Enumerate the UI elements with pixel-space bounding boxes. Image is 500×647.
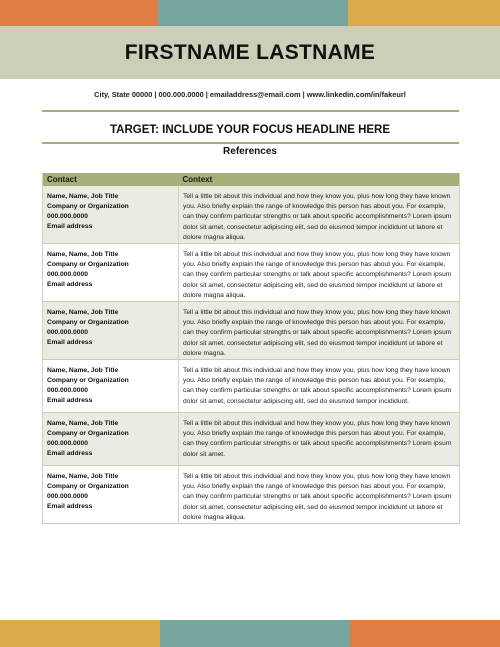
- contact-cell: [43, 186, 179, 244]
- divider-rule-top: [42, 110, 459, 112]
- contact-company: Company or Organization: [47, 203, 129, 210]
- contact-email: Email address: [47, 503, 93, 511]
- divider-rule-bottom: [42, 142, 459, 144]
- context-cell: Tell a little bit about this individual and how they know you, plus how long they have known you. Also briefly explain the range of knowledge this person has about you. For example, can they confirm particular strengths or talk about specific accomplishments? Lorem ipsum dolor sit amet, consectetur adipiscing elit, sed do eiusmod tempor incididunt ut labore et dolore magna aliqua.: [179, 466, 460, 524]
- contact-company: Company or Organization: [47, 261, 129, 269]
- contact-name: Name, Name, Job Title: [47, 251, 119, 259]
- table-row: [43, 244, 460, 302]
- contact-phone: 000.000.0000: [47, 271, 88, 279]
- table-row: [43, 466, 460, 524]
- column-header-context: Context: [179, 173, 460, 186]
- contact-name: Name, Name, Job Title: [47, 309, 119, 317]
- contact-email: Email address: [47, 223, 93, 230]
- references-table: [42, 173, 460, 524]
- contact-email: Email address: [47, 397, 93, 405]
- table-row: [43, 302, 460, 360]
- contact-name: Name, Name, Job Title: [47, 420, 119, 428]
- contact-company: Company or Organization: [47, 377, 129, 385]
- contact-phone: 000.000.0000: [47, 440, 88, 448]
- contact-email: Email address: [47, 450, 93, 458]
- bottom-stripe-orange: [350, 620, 500, 647]
- target-headline: TARGET: INCLUDE YOUR FOCUS HEADLINE HERE: [109, 124, 391, 136]
- contact-cell: [43, 360, 179, 413]
- section-title: References: [223, 146, 277, 157]
- table-header-row: [43, 173, 460, 186]
- top-stripe-gold: [348, 0, 500, 26]
- contact-company: Company or Organization: [47, 430, 129, 438]
- context-cell: Tell a little bit about this individual and how they know you, plus how long they have known you. Also briefly explain the range of knowledge this person has about you. For example, can they confirm particular strengths or talk about specific accomplishments? Lorem ipsum dolor sit amet, consectetur adipiscing elit, sed do eiusmod tempor incididunt.: [179, 360, 460, 413]
- contact-cell: [43, 413, 179, 466]
- contact-phone: 000.000.0000: [47, 493, 88, 501]
- table-row: [43, 413, 460, 466]
- context-cell: Tell a little bit about this individual and how they know you, plus how long they have known you. Also briefly explain the range of knowledge this person has about you. For example, can they confirm particular strengths or talk about specific accomplishments? Lorem ipsum dolor sit amet, consectetur adipiscing elit, sed do eiusmod tempor incididunt ut labore et dolore magna aliqua.: [179, 186, 460, 244]
- contact-phone: 000.000.0000: [47, 329, 88, 337]
- bottom-stripe-gold: [0, 620, 160, 647]
- contact-company: Company or Organization: [47, 319, 129, 327]
- top-stripe-orange: [0, 0, 158, 26]
- contact-phone: 000.000.0000: [47, 213, 88, 220]
- contact-company: Company or Organization: [47, 483, 129, 491]
- bottom-stripe-teal: [160, 620, 350, 647]
- column-header-contact: Contact: [43, 173, 179, 186]
- contact-cell: [43, 302, 179, 360]
- table-row: [43, 360, 460, 413]
- top-color-stripe: [0, 0, 500, 26]
- contact-email: Email address: [47, 281, 93, 289]
- contact-line: City, State 00000 | 000.000.0000 | emailaddress@email.com | www.linkedin.com/in/fakeurl: [94, 90, 406, 99]
- context-cell: Tell a little bit about this individual and how they know you, plus how long they have known you. Also briefly explain the range of knowledge this person has about you. For example, can they confirm particular strengths or talk about specific accomplishments? Lorem ipsum dolor sit amet, consectetur adipiscing elit, sed do eiusmod tempor incididunt ut labore et dolore magna aliqua.: [179, 244, 460, 302]
- bottom-color-stripe: [0, 620, 500, 647]
- top-stripe-teal: [158, 0, 348, 26]
- contact-name: Name, Name, Job Title: [47, 193, 119, 200]
- contact-name: Name, Name, Job Title: [47, 473, 119, 481]
- contact-name: Name, Name, Job Title: [47, 367, 119, 375]
- contact-cell: [43, 466, 179, 524]
- table-row: [43, 186, 460, 244]
- contact-cell: [43, 244, 179, 302]
- context-cell: Tell a little bit about this individual and how they know you, plus how long they have known you. Also briefly explain the range of knowledge this person has about you. For example, can they confirm particular strengths or talk about specific accomplishments? Lorem ipsum dolor sit amet.: [179, 413, 460, 466]
- contact-email: Email address: [47, 339, 93, 347]
- candidate-name: FIRSTNAME LASTNAME: [124, 41, 376, 64]
- context-cell: Tell a little bit about this individual and how they know you, plus how long they have known you. Also briefly explain the range of knowledge this person has about you. For example, can they confirm particular strengths or talk about specific accomplishments? Lorem ipsum dolor sit amet, consectetur adipiscing elit, sed do eiusmod tempor incididunt ut labore et dolore magna.: [179, 302, 460, 360]
- contact-phone: 000.000.0000: [47, 387, 88, 395]
